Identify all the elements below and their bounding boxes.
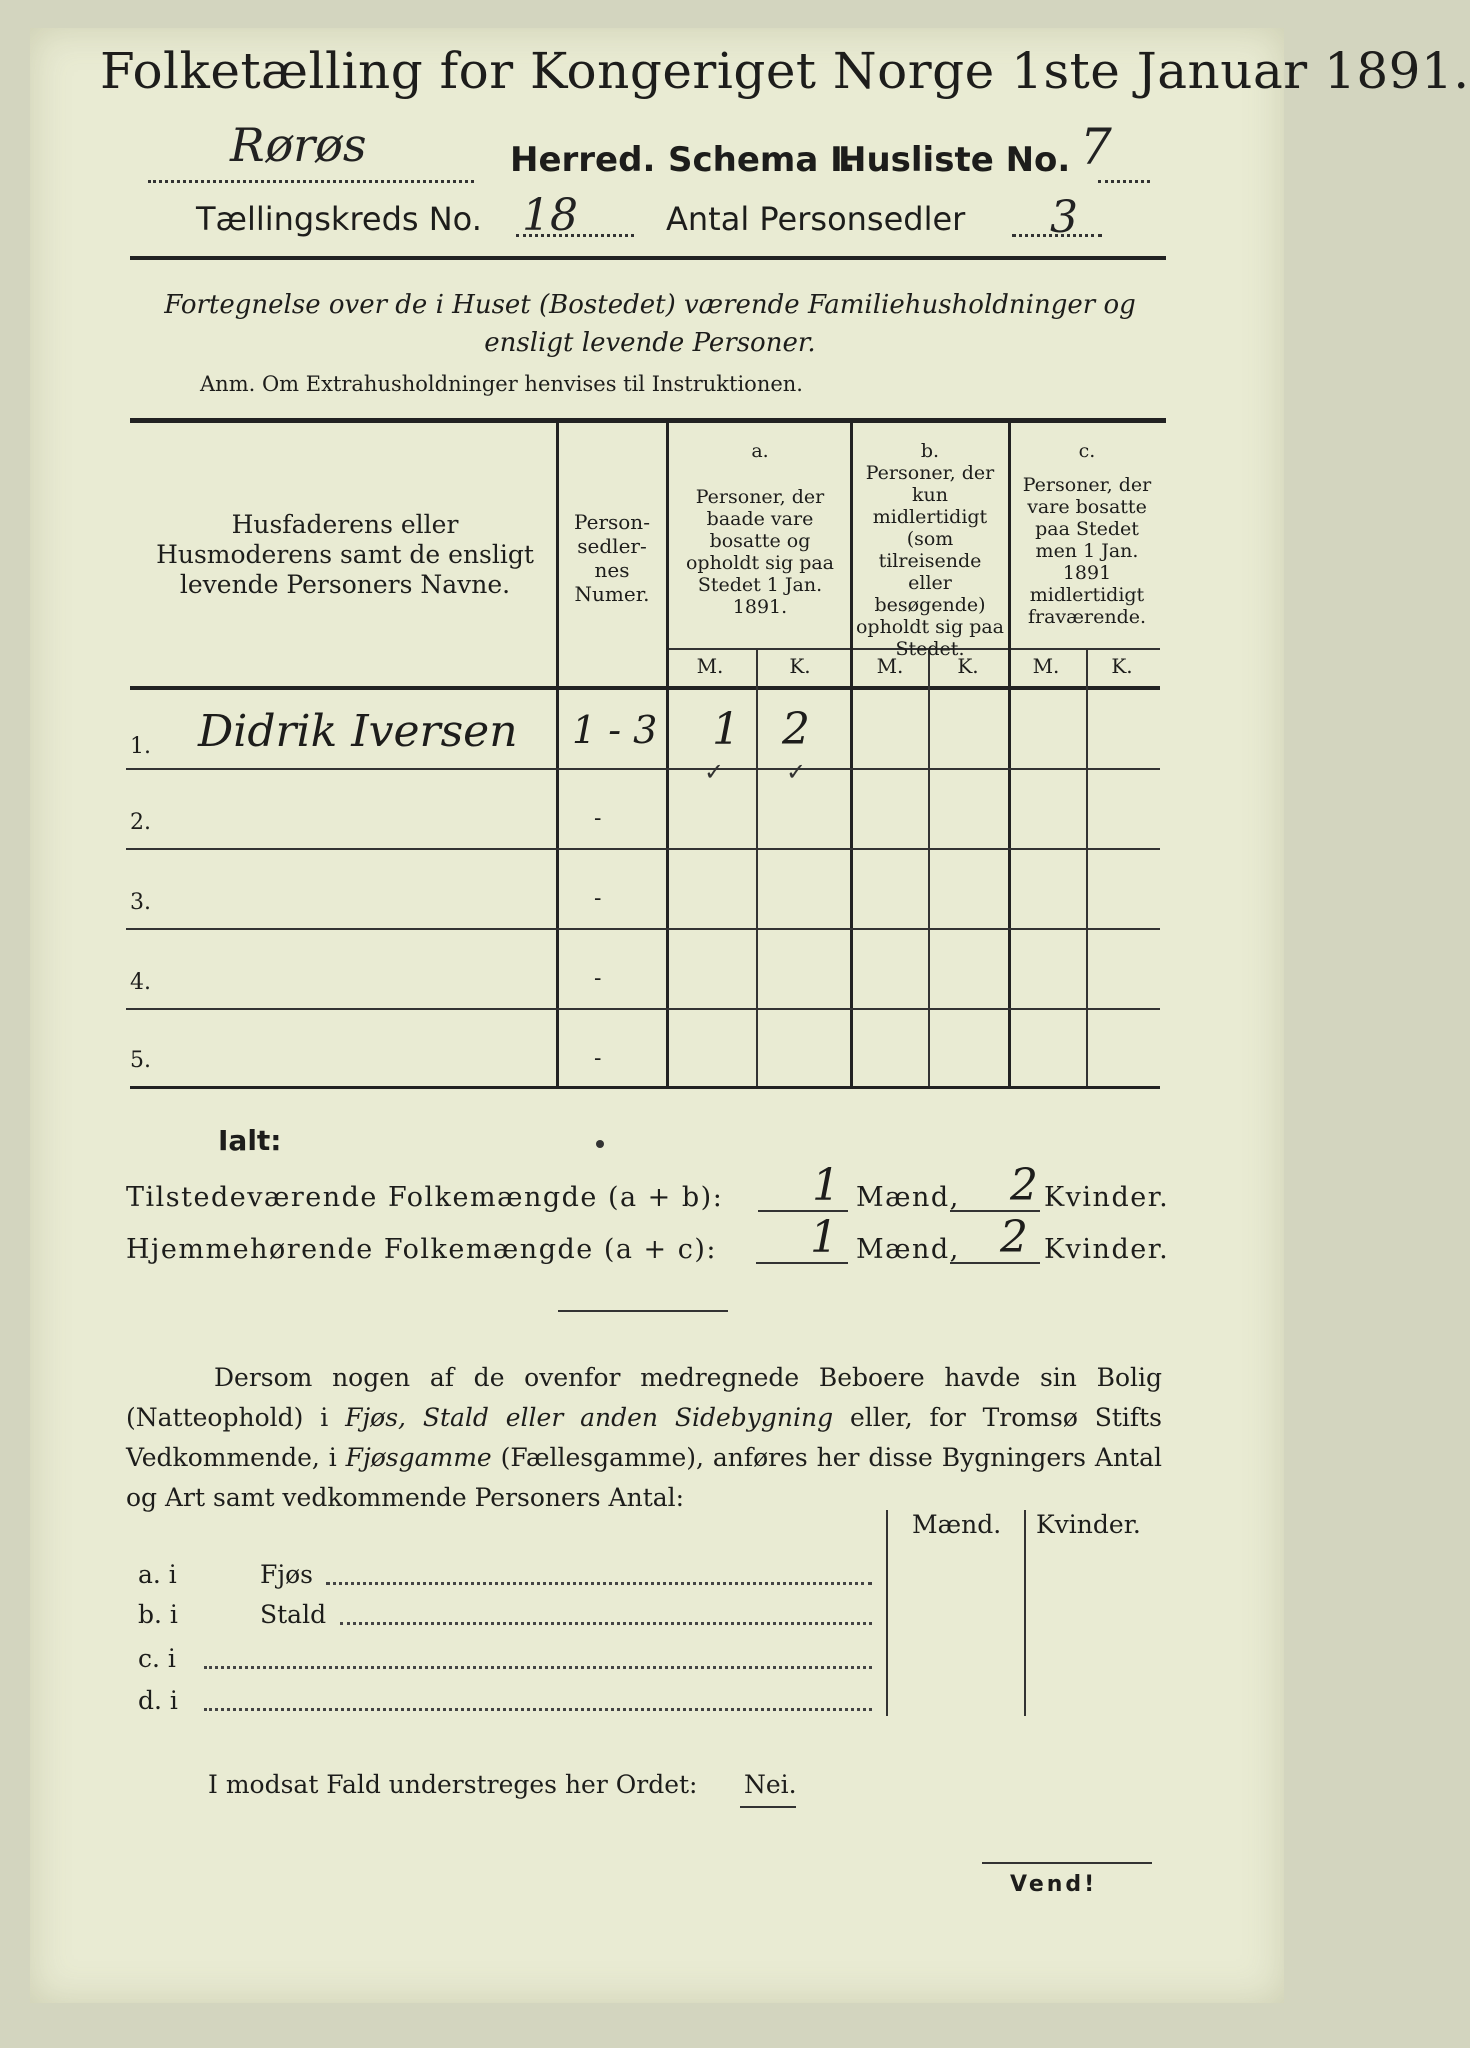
para-text-4: Fjøsgamme xyxy=(345,1443,492,1472)
col-divider-name xyxy=(556,422,559,1086)
husliste-field-line xyxy=(1098,180,1150,183)
hjemme-maend-label: Mænd, xyxy=(856,1234,960,1265)
hjemme-m-value: 1 xyxy=(810,1212,838,1263)
check-mark-icon: ✓ xyxy=(704,758,725,786)
vend-label: Vend! xyxy=(1010,1872,1098,1897)
building-row-a-name: Fjøs xyxy=(260,1560,313,1589)
para-text-5: (Fællesgamme), anføres her disse Bygningers Antal og Art samt vedkommende Personers Antal: xyxy=(126,1443,1162,1512)
a-m-label: M. xyxy=(696,654,724,678)
row-number-1: 1. xyxy=(130,734,151,759)
building-row-c-leader xyxy=(204,1666,872,1669)
husliste-label: Husliste No. xyxy=(838,140,1071,180)
row-a-m-1: 1 xyxy=(712,704,740,755)
building-instructions xyxy=(126,1358,1162,1518)
nei-instruction: I modsat Fald understreges her Ordet: xyxy=(208,1770,698,1799)
tilsted-m-value: 1 xyxy=(812,1160,840,1211)
para-text-1: Dersom nogen af de ovenfor medregnede Beboere havde sin Bolig (Natteophold) i xyxy=(126,1363,1162,1432)
antal-value: 3 xyxy=(1050,192,1078,243)
ink-dot xyxy=(596,1140,604,1148)
row-sedler-3: - xyxy=(594,886,602,911)
b-k-label: K. xyxy=(957,654,979,678)
row-sedler-4: - xyxy=(594,966,602,991)
table-bottom-rule xyxy=(130,1086,1160,1089)
col-divider-b xyxy=(1008,422,1011,1086)
form-description: Fortegnelse over de i Huset (Bostedet) værende Familiehusholdninger og ensligt levende Personer. xyxy=(164,290,1136,358)
schema-label: Schema I. xyxy=(668,140,856,180)
buildings-divider-1 xyxy=(886,1510,888,1716)
col-divider-a-mk xyxy=(756,648,758,1086)
herred-value: Rørøs xyxy=(230,118,367,172)
ialt-label: Ialt: xyxy=(218,1124,282,1157)
building-row-a-leader xyxy=(326,1582,872,1585)
row-line-4 xyxy=(126,1008,1160,1010)
col-divider-c-mk xyxy=(1086,648,1088,1086)
hjemme-kvinder-label: Kvinder. xyxy=(1044,1234,1170,1265)
para-text-3: eller, for Tromsø Stifts Vedkommende, i xyxy=(126,1403,1163,1472)
antal-label: Antal Personsedler xyxy=(666,200,966,238)
vend-rule xyxy=(982,1862,1152,1864)
table-header-bottom-rule xyxy=(130,686,1160,690)
form-title: Folketælling for Kongeriget Norge 1ste Januar 1891. xyxy=(100,42,1470,100)
anm-note: Anm. Om Extrahusholdninger henvises til Instruktionen. xyxy=(200,372,803,396)
row-number-4: 4. xyxy=(130,970,151,995)
col-divider-b-mk xyxy=(928,648,930,1086)
header-rule xyxy=(130,256,1166,260)
nei-underline xyxy=(740,1806,796,1808)
row-sedler-5: - xyxy=(594,1046,602,1071)
col-header-num: Person-sedler-nes Numer. xyxy=(574,510,650,606)
a-k-label: K. xyxy=(789,654,811,678)
building-row-d-leader xyxy=(204,1708,872,1711)
b-m-label: M. xyxy=(876,654,904,678)
row-number-2: 2. xyxy=(130,810,151,835)
col-header-c: Personer, der vare bosatte paa Stedet men 1 Jan. 1891 midlertidigt fraværende. xyxy=(1022,474,1152,628)
col-divider-num xyxy=(666,422,669,1086)
row-sedler-1: 1 - 3 xyxy=(572,708,658,752)
buildings-kvinder-header: Kvinder. xyxy=(1036,1510,1141,1539)
para-text-2: Fjøs, Stald eller anden Sidebygning xyxy=(345,1403,834,1432)
building-row-c-label: c. i xyxy=(138,1644,176,1673)
c-k-label: K. xyxy=(1111,654,1133,678)
col-header-c-letter: c. xyxy=(1078,440,1096,462)
building-row-b-leader xyxy=(340,1622,872,1625)
col-header-name: Husfaderens eller Husmoderens samt de ensligt levende Personers Navne. xyxy=(156,510,534,599)
row-line-1 xyxy=(126,768,1160,770)
herred-field-line xyxy=(148,180,474,183)
hjemme-label: Hjemmehørende Folkemængde (a + c): xyxy=(126,1234,717,1265)
tilsted-maend-label: Mænd, xyxy=(856,1182,960,1213)
building-row-b-name: Stald xyxy=(260,1600,327,1629)
col-header-b-letter: b. xyxy=(920,440,940,462)
tilsted-label: Tilstedeværende Folkemængde (a + b): xyxy=(126,1182,724,1213)
row-sedler-2: - xyxy=(594,806,602,831)
building-row-b-label: b. i xyxy=(138,1600,178,1629)
col-header-a-letter: a. xyxy=(751,440,769,462)
husliste-value: 7 xyxy=(1080,118,1112,176)
row-name-1: Didrik Iversen xyxy=(198,706,518,757)
buildings-divider-2 xyxy=(1024,1510,1026,1716)
building-row-d-label: d. i xyxy=(138,1686,178,1715)
row-line-2 xyxy=(126,848,1160,850)
section-divider xyxy=(558,1310,728,1312)
row-line-3 xyxy=(126,928,1160,930)
row-a-k-1: 2 xyxy=(782,704,810,755)
buildings-maend-header: Mænd. xyxy=(912,1510,1002,1539)
col-header-a: Personer, der baade vare bosatte og opholdt sig paa Stedet 1 Jan. 1891. xyxy=(685,486,835,618)
kreds-field-line xyxy=(516,234,634,237)
check-mark-icon: ✓ xyxy=(786,758,807,786)
kreds-label: Tællingskreds No. xyxy=(196,200,482,238)
kreds-value: 18 xyxy=(522,190,578,241)
col-header-b: Personer, der kun midlertidigt (som tilreisende eller besøgende) opholdt sig paa Stedet. xyxy=(855,462,1005,660)
hjemme-k-value: 2 xyxy=(1000,1212,1028,1263)
antal-field-line xyxy=(1012,234,1102,237)
tilsted-k-value: 2 xyxy=(1010,1160,1038,1211)
row-number-3: 3. xyxy=(130,890,151,915)
herred-label: Herred. xyxy=(510,140,656,180)
nei-word: Nei. xyxy=(744,1770,797,1799)
tilsted-kvinder-label: Kvinder. xyxy=(1044,1182,1170,1213)
c-m-label: M. xyxy=(1032,654,1060,678)
row-number-5: 5. xyxy=(130,1048,151,1073)
building-row-a-label: a. i xyxy=(138,1560,177,1589)
col-divider-a xyxy=(850,422,853,1086)
